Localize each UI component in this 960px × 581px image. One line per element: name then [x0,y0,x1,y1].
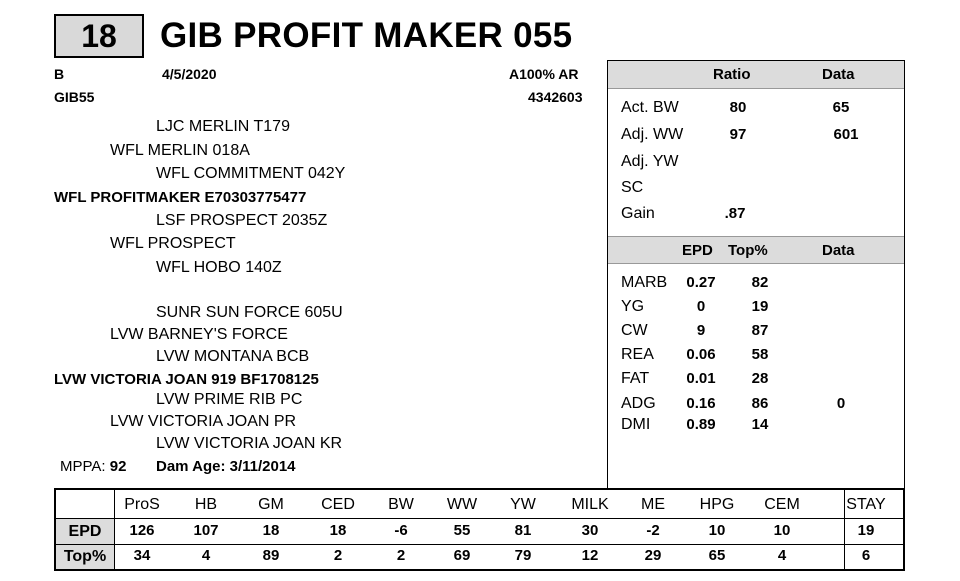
ratio-col-header: Ratio [713,66,751,83]
dam-dam-sire: LVW PRIME RIB PC [156,391,303,408]
epd-value: 0.06 [686,346,716,363]
column-header: BW [388,496,414,513]
epd-cell: 18 [262,522,280,539]
epd-table [54,488,905,571]
lot-number: 18 [54,14,144,58]
perf-label: Act. BW [621,99,679,116]
sire: WFL PROFITMAKER E70303775477 [54,189,307,206]
epd-cell: -6 [394,522,408,539]
table-divider [56,544,903,545]
dam-dam-dam: LVW VICTORIA JOAN KR [156,435,343,452]
sire-dam-dam: WFL HOBO 140Z [156,259,282,276]
dam: LVW VICTORIA JOAN 919 BF1708125 [54,371,319,388]
epd-value: 0.89 [686,416,716,433]
sire-sire: WFL MERLIN 018A [110,142,250,159]
epd-top: 58 [751,346,769,363]
top-col-header: Top% [728,242,768,259]
dam-sire-sire: SUNR SUN FORCE 605U [156,304,343,321]
perf-ratio: .87 [724,205,746,222]
epd-label: YG [621,298,645,315]
perf-label: Gain [621,205,655,222]
epd-header [608,236,904,264]
table-divider [56,518,903,519]
top-cell: 79 [514,547,532,564]
epd-value: 9 [696,322,706,339]
epd-row-label: EPD [56,519,114,544]
epd-label: REA [621,346,654,363]
epd-label: ADG [621,395,656,412]
top-cell: 12 [581,547,599,564]
animal-name: GIB PROFIT MAKER 055 [160,16,573,55]
data-col-header: Data [822,66,855,83]
mppa-value: 92 [109,458,127,475]
epd-cell: 10 [773,522,791,539]
epd-cell: -2 [646,522,660,539]
column-header: HB [194,496,218,513]
epd-value: 0.01 [686,370,716,387]
top-cell: 4 [201,547,211,564]
column-header: YW [510,496,536,513]
epd-cell: 19 [857,522,875,539]
top-cell: 34 [133,547,151,564]
perf-label: SC [621,179,644,196]
column-header: CEM [764,496,800,513]
column-header: STAY [846,496,886,513]
mppa-label: MPPA: [60,458,106,475]
dam-sire: LVW BARNEY'S FORCE [110,326,288,343]
epd-col-header: EPD [682,242,713,259]
ratio-header [608,61,904,89]
dam-sire-dam: LVW MONTANA BCB [156,348,310,365]
top-cell: 69 [453,547,471,564]
sex: B [54,66,65,82]
epd-data: 0 [836,395,846,412]
column-header: ProS [124,496,160,513]
epd-cell: 126 [129,522,155,539]
epd-cell: 30 [581,522,599,539]
top-cell: 6 [861,547,871,564]
top-cell: 4 [777,547,787,564]
perf-label: Adj. YW [621,153,679,170]
column-header: GM [258,496,284,513]
top-cell: 2 [333,547,343,564]
epd-cell: 81 [514,522,532,539]
column-header: ME [641,496,665,513]
top-cell: 2 [396,547,406,564]
epd-top: 86 [751,395,769,412]
epd-label: FAT [621,370,650,387]
sire-dam-sire: LSF PROSPECT 2035Z [156,212,328,229]
tattoo: GIB55 [54,89,95,105]
performance-panel [607,60,905,488]
epd-value: 0 [696,298,706,315]
birth-date: 4/5/2020 [162,66,217,82]
epd-top: 87 [751,322,769,339]
epd-top: 28 [751,370,769,387]
perf-label: Adj. WW [621,126,684,143]
epd-value: 0.27 [686,274,716,291]
epd-label: DMI [621,416,651,433]
epd-label: CW [621,322,648,339]
perf-data: 601 [833,126,859,143]
dam-age: Dam Age: 3/11/2014 [156,458,296,475]
column-header: HPG [699,496,735,513]
top-cell: 65 [708,547,726,564]
column-header: MILK [571,496,609,513]
column-header: CED [321,496,355,513]
epd-cell: 18 [329,522,347,539]
registration-number: 4342603 [528,89,583,105]
epd-top: 82 [751,274,769,291]
epd-value: 0.16 [686,395,716,412]
perf-data: 65 [832,99,850,116]
data-col-header: Data [822,242,855,259]
epd-top: 19 [751,298,769,315]
dam-dam: LVW VICTORIA JOAN PR [110,413,297,430]
mppa [60,458,126,475]
epd-cell: 55 [453,522,471,539]
column-header: WW [446,496,478,513]
registry: A100% AR [509,66,579,82]
sire-dam: WFL PROSPECT [110,235,236,252]
epd-cell: 10 [708,522,726,539]
top-cell: 89 [262,547,280,564]
top-cell: 29 [644,547,662,564]
sire-sire-sire: LJC MERLIN T179 [156,118,290,135]
perf-ratio: 80 [729,99,747,116]
epd-cell: 107 [193,522,219,539]
top-row-label: Top% [56,545,114,569]
epd-label: MARB [621,274,668,291]
sire-sire-dam: WFL COMMITMENT 042Y [156,165,346,182]
perf-ratio: 97 [729,126,747,143]
epd-top: 14 [751,416,769,433]
